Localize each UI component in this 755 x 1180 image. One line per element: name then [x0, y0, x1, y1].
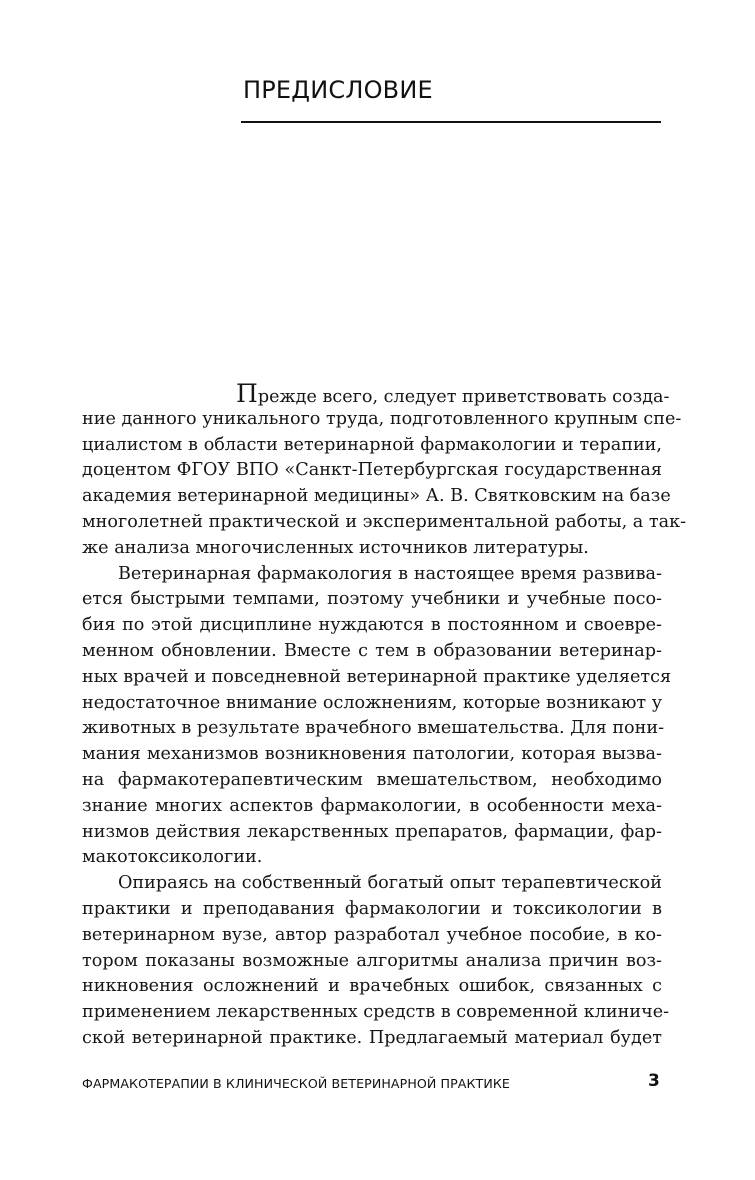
paragraph-2-line-8: мания механизмов возникновения патологии, которая вызва- — [82, 744, 662, 765]
paragraph-2-line-11: низмов действия лекарственных препаратов, фармации, фар- — [82, 821, 662, 842]
paragraph-2-line-7: животных в результате врачебного вмешательства. Для пони- — [82, 718, 665, 739]
paragraph-2-line-2: ется быстрыми темпами, поэтому учебники и учебные посо- — [82, 589, 662, 610]
paragraph-1-line-1: Прежде всего, следует приветствовать созда- — [236, 379, 670, 408]
paragraph-1-line-5: академия ветеринарной медицины» А. В. Святковским на базе — [82, 486, 671, 507]
paragraph-1-line-2: ние данного уникального труда, подготовленного крупным спе- — [82, 408, 682, 429]
paragraph-3-line-7: ской ветеринарной практике. Предлагаемый материал будет — [82, 1027, 662, 1048]
paragraph-3-line-5: никновения осложнений и врачебных ошибок, связанных с — [82, 976, 662, 997]
body-text — [82, 379, 687, 1052]
paragraph-2-line-3: бия по этой дисциплине нуждаются в постоянном и своевре- — [82, 615, 662, 636]
paragraph-1-line-3: циалистом в области ветеринарной фармакологии и терапии, — [82, 434, 662, 455]
paragraph-3-line-2: практики и преподавания фармакологии и токсикологии в — [82, 898, 662, 919]
page-number: 3 — [648, 1071, 660, 1091]
paragraph-2-line-9: на фармакотерапевтическим вмешательством, необходимо — [82, 769, 662, 790]
paragraph-2-line-12: макотоксикологии. — [82, 847, 263, 868]
paragraph-2-line-5: ных врачей и повседневной ветеринарной практике уделяется — [82, 666, 672, 687]
paragraph-3-line-3: ветеринарном вузе, автор разработал учебное пособие, в ко- — [82, 924, 662, 945]
paragraph-3-line-1: Опираясь на собственный богатый опыт терапевтической — [118, 873, 662, 894]
paragraph-1-line-7: же анализа многочисленных источников литературы. — [82, 537, 589, 558]
paragraph-2-line-6: недостаточное внимание осложнениям, которые возникают у — [82, 692, 663, 713]
dropcap-letter: П — [236, 379, 258, 408]
paragraph-2-line-1: Ветеринарная фармакология в настоящее время развива- — [118, 563, 662, 584]
paragraph-1-line-6: многолетней практической и экспериментальной работы, а так- — [82, 511, 687, 532]
paragraph-3-line-4: тором показаны возможные алгоритмы анализа причин воз- — [82, 950, 662, 971]
running-footer-title: ФАРМАКОТЕРАПИИ В КЛИНИЧЕСКОЙ ВЕТЕРИНАРНОЙ ПРАКТИКЕ — [82, 1076, 510, 1091]
paragraph-2-line-10: знание многих аспектов фармакологии, в особенности меха- — [82, 795, 662, 816]
paragraph-1-line-4: доцентом ФГОУ ВПО «Санкт-Петербургская государственная — [82, 460, 662, 481]
heading-underline-rule — [241, 121, 661, 123]
chapter-heading: ПРЕДИСЛОВИЕ — [243, 76, 433, 104]
paragraph-3-line-6: применением лекарственных средств в современной клиниче- — [82, 1002, 670, 1023]
paragraph-2-line-4: менном обновлении. Вместе с тем в образовании ветеринар- — [82, 640, 662, 661]
